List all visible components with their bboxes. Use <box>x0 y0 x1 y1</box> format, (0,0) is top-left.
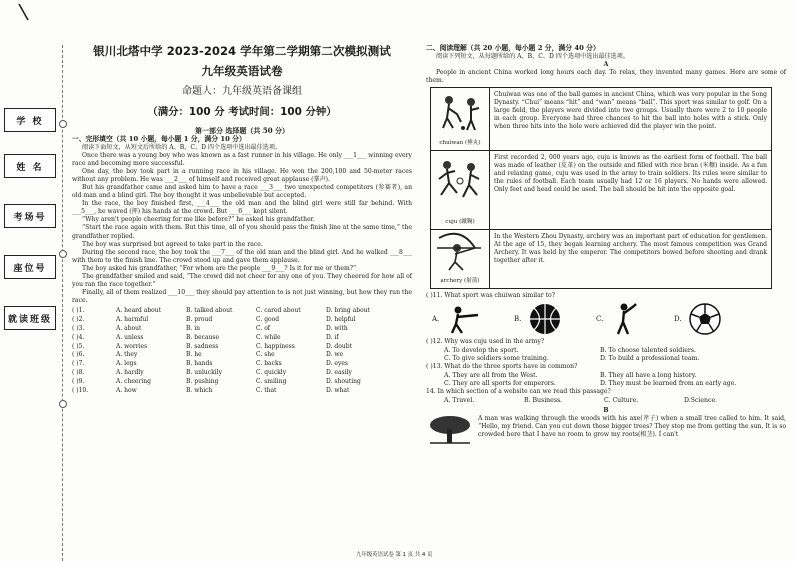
option-d: D. if <box>326 333 339 341</box>
option-row <box>72 351 412 360</box>
option-b: B. talked about <box>186 306 233 314</box>
section-one-title: 一、完形填空（共 10 小题，每小题 1 分，满分 10 分） <box>72 135 246 143</box>
question-number[interactable]: ( )7. <box>72 360 85 368</box>
option-b: B. because <box>186 333 220 341</box>
question-number[interactable]: ( )5. <box>72 342 85 350</box>
option-d: D. with <box>326 324 348 332</box>
choice-d[interactable]: D.Science. <box>684 396 718 404</box>
school-label: 学 校 <box>16 116 44 127</box>
left-column <box>72 40 412 396</box>
slash-mark-icon <box>16 2 32 22</box>
choice-b[interactable]: B. Business. <box>524 396 563 404</box>
exam-room-label: 考场号 <box>13 212 47 223</box>
game-row <box>431 88 771 151</box>
question-11-choices <box>432 300 786 338</box>
option-c: C. she <box>256 351 275 359</box>
archery-illustration-icon <box>431 230 489 274</box>
game-image-cell <box>431 151 490 229</box>
passage-paragraph: The grandfather smiled and said, “The crowd did not cheer for any one of you. They cheered for how all of you ran the race together.” <box>72 272 412 288</box>
option-c: C. happiness <box>256 342 295 350</box>
choice-a[interactable]: A. Travel. <box>444 396 475 404</box>
game-text: In the Western Zhou Dynasty, archery was an important part of education for gentlemen. At the age of 15, they began learning archery. The most famous competition was Grand Archery. It was held by the emperor. The competitors bowed before shooting and drank together after it. <box>494 233 767 265</box>
option-row <box>72 334 412 343</box>
option-d: D. shouting <box>326 378 361 386</box>
game-text: Chuiwan was one of the ball games in ancient China, which was very popular in the Song Dynasty. “Chui” means “hit” and “wan” means “ball”. This sport was similar to golf. On a large field, the players were divided into two groups. Usually there were 2 to 10 people in each group. Everyone had three chances to hit the ball into holes with a stick. Only when three hits into the hole were achieved did the player win the point. <box>494 91 767 131</box>
option-row <box>72 316 412 325</box>
exam-subtitle: 九年级英语试卷 <box>201 64 283 78</box>
option-a: A. about <box>116 324 142 332</box>
question-12: ( )12. Why was cuju used in the army? <box>426 338 545 346</box>
cuju-illustration-icon <box>431 151 489 213</box>
option-d: D. easily <box>326 369 352 377</box>
choice-c[interactable]: C. They are all sports for emperors. <box>444 380 556 388</box>
question-number[interactable]: ( )2. <box>72 315 85 323</box>
option-c: C. quickly <box>256 369 287 377</box>
basketball-icon <box>528 302 562 336</box>
option-a: A. harmful <box>116 315 149 323</box>
option-row <box>72 387 412 396</box>
option-c: C. smiling <box>256 378 287 386</box>
option-b: B. pushing <box>186 378 219 386</box>
option-b: B. he <box>186 351 202 359</box>
option-a: A. how <box>116 386 137 394</box>
question-number[interactable]: ( )8. <box>72 369 85 377</box>
option-d: D. eyes <box>326 360 348 368</box>
school-field[interactable] <box>4 108 56 132</box>
binding-hole <box>59 120 67 128</box>
golf-icon <box>610 302 640 336</box>
option-b: B. which <box>186 386 213 394</box>
right-column <box>426 44 786 445</box>
choice-b[interactable]: B. To choose talented soldiers. <box>600 346 696 354</box>
passage-paragraph: “Why aren't people cheering for me like before?” he asked his grandfather. <box>82 216 315 224</box>
option-b: B. hands <box>186 360 213 368</box>
game-caption: cuju (蹴鞠) <box>445 219 475 226</box>
page-footer: 九年级英语试卷 第 1 页 共 4 页 <box>356 552 433 558</box>
game-caption: chuiwan (捶丸) <box>439 140 481 147</box>
question-11: ( )11. What sport was chuiwan similar to? <box>426 292 555 300</box>
exam-room-field[interactable] <box>4 204 56 228</box>
choice-a[interactable]: A. They are all from the West. <box>444 371 538 379</box>
passage-paragraph: “Start the race again with them. But this time, all of you should pass the finish line at the same time,” the grandfather replied. <box>72 224 412 240</box>
choice-b[interactable]: B. They all have a long history. <box>600 371 697 379</box>
question-number[interactable]: ( )3. <box>72 324 85 332</box>
option-row <box>72 307 412 316</box>
section-two-title: 二、阅读理解（共 20 小题，每小题 2 分，满分 40 分） <box>426 44 600 52</box>
choice-c[interactable]: C. To give soldiers some training. <box>444 355 549 362</box>
question-13-choices <box>444 372 786 380</box>
option-d: D. bring about <box>326 306 370 314</box>
football-icon <box>688 302 722 336</box>
option-a: A. cheering <box>116 378 151 386</box>
passage-a-label: A <box>603 61 609 69</box>
option-d: D. helpful <box>326 315 356 323</box>
option-a: A. hardly <box>116 369 144 377</box>
question-number[interactable]: ( )1. <box>72 306 85 314</box>
passage-paragraph: The boy asked his grandfather, “For whom are the people ___9___? Is it for me or them?” <box>82 264 357 272</box>
passage-paragraph: But his grandfather came and asked him to have a race ___3___ two unexpected competitors (参赛者), an old man and a blind girl. The boy thought it was unbelievable but accepted. <box>72 184 412 200</box>
option-row <box>72 360 412 369</box>
question-number[interactable]: ( )10. <box>72 386 89 394</box>
question-14: 14. In which section of a website can we read this passage? <box>426 388 611 396</box>
choice-d[interactable]: D. To build a professional team. <box>600 355 700 362</box>
option-b: B. proud <box>186 315 213 323</box>
question-12-choices <box>444 355 786 363</box>
option-a: A. they <box>116 351 138 359</box>
passage-b-label: B <box>603 407 609 415</box>
option-row <box>72 325 412 334</box>
class-label: 就读班级 <box>7 314 52 325</box>
option-b: B. in <box>186 324 201 332</box>
games-table <box>430 87 772 289</box>
option-c: C. that <box>256 386 277 394</box>
question-number[interactable]: ( )4. <box>72 333 85 341</box>
cloze-passage <box>72 152 412 305</box>
option-row <box>72 369 412 378</box>
seat-field[interactable] <box>4 255 56 279</box>
choice-c-label[interactable]: C. <box>596 315 604 324</box>
option-a: A. worries <box>116 342 148 350</box>
name-field[interactable] <box>4 154 56 178</box>
option-a: A. legs <box>116 360 137 368</box>
choice-c[interactable]: C. Culture. <box>604 396 639 404</box>
option-row <box>72 343 412 352</box>
section-one-instruction: 阅读下面短文，从短文后所给的 A、B、C、D 四个选项中选出最佳选项。 <box>82 144 282 151</box>
section-two-instruction: 阅读下列短文，从每题所给的 A、B、C、D 四个选项中选出最佳选项。 <box>436 53 629 60</box>
option-b: B. sadness <box>186 342 219 350</box>
question-12-choices <box>444 347 786 355</box>
question-number[interactable]: ( )9. <box>72 378 85 386</box>
passage-b <box>426 415 786 445</box>
passage-paragraph: During the second race, the boy took the ___7___ of the old man and the blind girl. And he walked ___8___ with them to the finish line. The crowd stood up and gave them applause. <box>72 248 412 264</box>
part-one-title: 第一部分 选择题（共 50 分） <box>194 126 290 135</box>
choice-d-label[interactable]: D. <box>674 315 682 324</box>
option-c: C. of <box>256 324 271 332</box>
exam-title: 银川北塔中学 2023-2024 学年第二学期第二次模拟测试 <box>93 44 391 58</box>
exam-setter: 命题人：九年级英语备课组 <box>182 86 302 97</box>
question-13: ( )13. What do the three sports have in common? <box>426 363 578 371</box>
name-label: 姓 名 <box>16 162 44 173</box>
option-b: B. unluckily <box>186 369 222 377</box>
class-field[interactable] <box>4 306 56 330</box>
question-13-choices <box>444 380 786 388</box>
tree-icon <box>426 415 474 445</box>
shooting-icon <box>446 304 480 334</box>
score-time: （满分：100 分 考试时间：100 分钟） <box>147 106 337 118</box>
question-14-choices <box>444 397 786 405</box>
passage-b-text: A man was walking through the woods with his axe(斧子) when a small tree called to him. It said, “Hello, my friend. Can you cut down those bigger trees? They stop me from getting the sun. It is so crowded here that I have no room to grow my roots(根茎). I can't <box>478 415 786 439</box>
option-a: A. heard about <box>116 306 162 314</box>
game-image-cell <box>431 230 490 288</box>
game-image-cell <box>431 88 490 150</box>
choice-d[interactable]: D. They must be learned from an early age. <box>600 380 737 388</box>
seat-label: 座位号 <box>13 263 47 274</box>
passage-paragraph: Finally, all of them realized ___10___ they should pay attention to is not just winning, but how they run the race. <box>72 288 412 304</box>
option-c: C. good <box>256 315 280 323</box>
game-row <box>431 230 771 288</box>
option-c: C. backs <box>256 360 282 368</box>
option-a: A. unless <box>116 333 144 341</box>
game-text: First recorded 2, 000 years ago, cuju is known as the earliest form of football. The ball was made of leather (皮革) on the outside and filled with rice bran (米糠) inside. As a fun and relaxing game, cuju was used in the army to train soldiers. Its rules were similar to the rules of football. Each team usually had 12 or 16 players. No hands were allowed. Only feet and head could be used. The ball should be hit into the opposite goal. <box>494 154 767 194</box>
option-c: C. cared about <box>256 306 301 314</box>
student-info-strip <box>0 0 56 561</box>
passage-paragraph: The boy was surprised but agreed to take part in the race. <box>82 240 263 248</box>
binding-hole <box>59 250 67 258</box>
game-row <box>431 151 771 230</box>
passage-paragraph: One day, the boy took part in a running race in his village. He won the 200,100 and 50-meter races without any problem. He was ___2___ of himself and received great applause (掌声). <box>72 168 412 184</box>
question-number[interactable]: ( )6. <box>72 351 85 359</box>
option-d: D. doubt <box>326 342 352 350</box>
cloze-options <box>72 307 412 396</box>
binding-hole <box>59 400 67 408</box>
option-d: D. what <box>326 386 350 394</box>
option-c: C. while <box>256 333 281 341</box>
chuiwan-illustration-icon <box>431 88 489 136</box>
choice-b-label[interactable]: B. <box>514 315 522 324</box>
passage-paragraph: Once there was a young boy who was known as a fast runner in his village. He only ___1___ winning every race and becoming more successful. <box>72 152 412 168</box>
passage-a-intro: People in ancient China worked long hours each day. To relax, they invented many games. Here are some of them. <box>426 69 786 85</box>
choice-a[interactable]: A. To develop the sport. <box>444 346 519 354</box>
passage-paragraph: In the race, the boy finished first, ___4___ the old man and the blind girl were still far behind. With ___5___, he waved (挥) his hands at the crowd. But ___6___ kept silent. <box>72 200 412 216</box>
choice-a-label[interactable]: A. <box>432 315 440 324</box>
option-row <box>72 378 412 387</box>
game-caption: archery (射箭) <box>440 278 480 285</box>
option-d: D. we <box>326 351 344 359</box>
